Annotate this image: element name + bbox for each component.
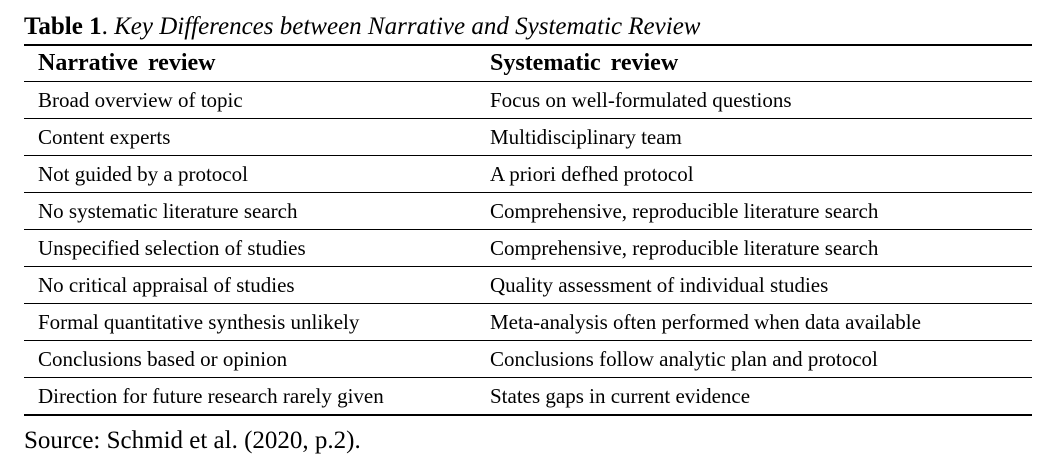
- table-caption-separator: .: [101, 13, 115, 40]
- systematic-cell: Conclusions follow analytic plan and protocol: [490, 346, 878, 371]
- systematic-cell: Comprehensive, reproducible literature search: [490, 198, 879, 223]
- narrative-cell: Content experts: [38, 124, 171, 149]
- table-caption-label: Table 1: [24, 13, 102, 40]
- table-row: [24, 378, 1032, 416]
- table-row: [24, 304, 1032, 341]
- header-narrative-review: Narrative review: [38, 50, 216, 76]
- table-caption: [24, 12, 700, 42]
- narrative-cell: No systematic literature search: [38, 198, 298, 223]
- systematic-cell: Meta-analysis often performed when data available: [490, 309, 921, 334]
- table-row: [24, 82, 1032, 119]
- narrative-cell: Not guided by a protocol: [38, 161, 248, 186]
- table-row: [24, 230, 1032, 267]
- narrative-cell: Conclusions based or opinion: [38, 346, 288, 371]
- narrative-cell: Unspecified selection of studies: [38, 235, 306, 260]
- table-row: [24, 341, 1032, 378]
- table-header-row: [24, 46, 1032, 82]
- systematic-cell: Multidisciplinary team: [490, 124, 682, 149]
- comparison-table: [24, 44, 1032, 416]
- table-row: [24, 156, 1032, 193]
- narrative-cell: Direction for future research rarely given: [38, 383, 384, 408]
- table-row: [24, 193, 1032, 230]
- table-caption-title: Key Differences between Narrative and Systematic Review: [114, 13, 701, 40]
- systematic-cell: A priori defhed protocol: [490, 161, 694, 186]
- table-row: [24, 119, 1032, 156]
- systematic-cell: Focus on well-formulated questions: [490, 87, 792, 112]
- narrative-cell: Formal quantitative synthesis unlikely: [38, 309, 360, 334]
- systematic-cell: States gaps in current evidence: [490, 383, 751, 408]
- source-note: Source: Schmid et al. (2020, p.2).: [24, 427, 361, 454]
- narrative-cell: No critical appraisal of studies: [38, 272, 295, 297]
- systematic-cell: Quality assessment of individual studies: [490, 272, 829, 297]
- table-row: [24, 267, 1032, 304]
- header-systematic-review: Systematic review: [490, 50, 679, 76]
- systematic-cell: Comprehensive, reproducible literature search: [490, 235, 879, 260]
- narrative-cell: Broad overview of topic: [38, 87, 243, 112]
